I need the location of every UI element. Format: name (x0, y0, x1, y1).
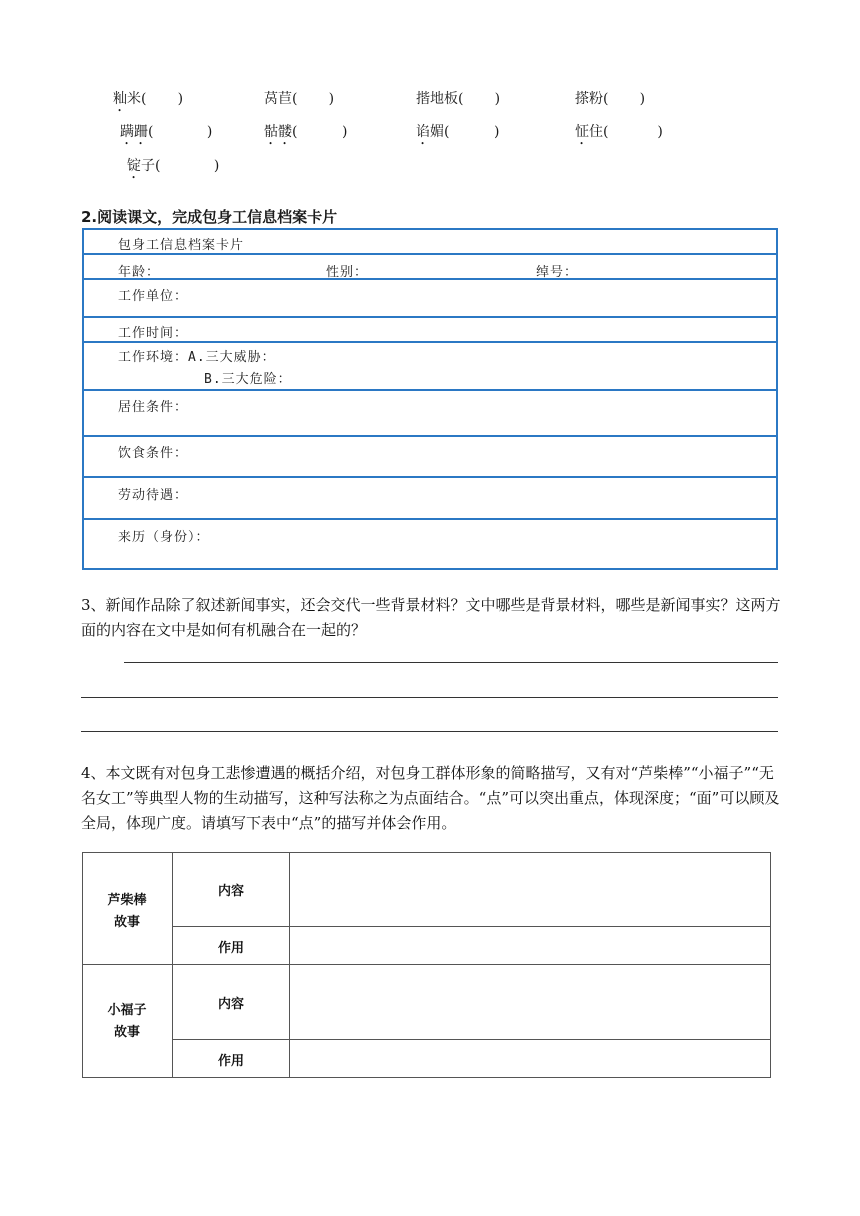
pinyin-char: 怔 (575, 124, 589, 140)
card-origin-row (82, 518, 778, 570)
pinyin-item (416, 121, 499, 148)
pinyin-item (575, 121, 663, 148)
pinyin-item (264, 121, 347, 148)
answer-blank[interactable]: ( ) (603, 91, 646, 107)
answer-line[interactable] (81, 697, 778, 698)
pinyin-item (120, 121, 212, 148)
pinyin-item (575, 88, 645, 108)
card-living-row (82, 389, 778, 437)
card-treatment-row (82, 476, 778, 520)
q4-text: 4、本文既有对包身工悲惨遭遇的概括介绍，对包身工群体形象的简略描写，又有对“芦柴棒”“小福子”“无名女工”等典型人物的生动描写，这种写法称之为点面结合。“点”可以突出重点，体现深度；“面”可以顾及全局，体现广度。请填写下表中“点”的描写并体会作用。 (81, 764, 780, 832)
pinyin-char: 住 (589, 124, 603, 140)
pinyin-char: 莴 (264, 91, 278, 107)
card-basic-row (82, 253, 778, 280)
env-label: 工作环境：A.三大威胁： (118, 350, 276, 365)
pinyin-char: 地 (430, 91, 444, 107)
content-answer-cell[interactable] (290, 965, 770, 1039)
card-time-row (82, 316, 778, 343)
table-border (82, 1077, 771, 1078)
answer-blank[interactable]: ( ) (292, 91, 335, 107)
story2-suffix: 故事 (113, 1025, 140, 1040)
env-b-label: B.三大危险： (204, 372, 292, 387)
card-title: 包身工信息档案卡片 (118, 238, 245, 253)
effect-answer-cell[interactable] (290, 927, 770, 964)
table-border (82, 852, 83, 1078)
living-label: 居住条件： (118, 400, 189, 415)
answer-blank[interactable]: ( ) (292, 124, 348, 140)
answer-blank[interactable]: ( ) (603, 124, 663, 140)
treatment-label: 劳动待遇： (118, 488, 189, 503)
effect-answer-cell[interactable] (290, 1040, 770, 1077)
time-label: 工作时间： (118, 326, 189, 341)
pinyin-char: 子 (141, 158, 155, 174)
answer-line[interactable] (124, 662, 778, 663)
story1-suffix: 故事 (113, 915, 140, 930)
food-label: 饮食条件： (118, 446, 189, 461)
content-answer-cell[interactable] (290, 853, 770, 926)
point-table (82, 852, 771, 1078)
pinyin-char: 锭 (127, 158, 141, 174)
number-label: 绰号： (536, 265, 579, 280)
pinyin-char: 粉 (589, 91, 603, 107)
pinyin-char: 米 (127, 91, 141, 107)
content-label: 内容 (217, 997, 244, 1012)
pinyin-char: 跚 (134, 124, 148, 140)
table-border (770, 852, 771, 1078)
card-env-row (82, 341, 778, 391)
pinyin-item (113, 88, 183, 115)
pinyin-char: 骷 (264, 124, 278, 140)
answer-blank[interactable]: ( ) (444, 124, 500, 140)
story2-label (82, 1000, 172, 1044)
answer-blank[interactable]: ( ) (155, 158, 220, 174)
pinyin-char: 谄 (416, 124, 430, 140)
q2-title: 2.阅读课文，完成包身工信息档案卡片 (81, 208, 338, 226)
origin-label: 来历（身份）： (118, 530, 210, 545)
story2-name: 小福子 (107, 1003, 147, 1018)
effect-label: 作用 (217, 1054, 244, 1069)
answer-blank[interactable]: ( ) (458, 91, 501, 107)
pinyin-item (264, 88, 334, 108)
content-label: 内容 (217, 884, 244, 899)
q3-text: 3、新闻作品除了叙述新闻事实，还会交代一些背景材料？文中哪些是背景材料，哪些是新闻事实？这两方面的内容在文中是如何有机融合在一起的？ (81, 596, 781, 639)
story1-label (82, 890, 172, 934)
archive-card (82, 228, 782, 570)
answer-blank[interactable]: ( ) (148, 124, 213, 140)
card-title-row (82, 228, 778, 255)
pinyin-char: 苣 (278, 91, 292, 107)
gender-label: 性别： (326, 265, 369, 280)
pinyin-char: 髅 (278, 124, 292, 140)
pinyin-char: 板 (444, 91, 458, 107)
answer-blank[interactable]: ( ) (141, 91, 184, 107)
pinyin-char: 蹒 (120, 124, 134, 140)
answer-line[interactable] (81, 731, 778, 732)
pinyin-char: 搽 (575, 91, 589, 107)
age-label: 年龄： (118, 265, 161, 280)
card-food-row (82, 435, 778, 478)
pinyin-item (127, 155, 219, 182)
unit-label: 工作单位： (118, 289, 189, 304)
story1-name: 芦柴棒 (107, 893, 147, 908)
effect-label: 作用 (217, 941, 244, 956)
pinyin-char: 媚 (430, 124, 444, 140)
pinyin-char: 揩 (416, 91, 430, 107)
pinyin-char: 籼 (113, 91, 127, 107)
card-unit-row (82, 278, 778, 318)
pinyin-item (416, 88, 500, 108)
